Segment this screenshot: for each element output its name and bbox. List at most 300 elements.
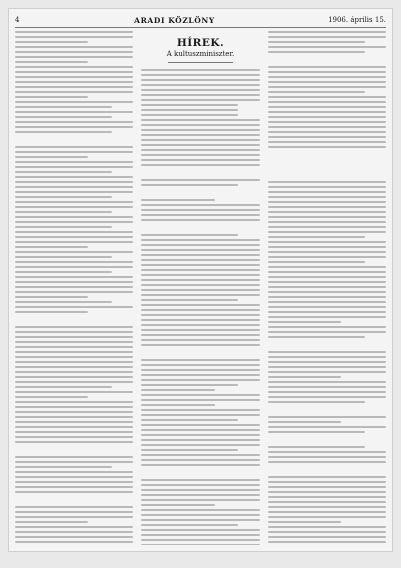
text-line-placeholder: [141, 364, 259, 366]
paragraph-gap: [268, 406, 386, 413]
text-line-placeholder: [15, 341, 133, 343]
text-line-placeholder: [15, 221, 133, 223]
text-line-placeholder: [141, 449, 238, 451]
text-line-placeholder: [268, 446, 365, 448]
text-line-placeholder: [15, 126, 133, 128]
text-line-placeholder: [268, 36, 386, 38]
text-line-placeholder: [15, 356, 133, 358]
text-line-placeholder: [268, 241, 386, 243]
text-line-placeholder: [268, 421, 341, 423]
text-line-placeholder: [268, 391, 386, 393]
text-line-placeholder: [141, 319, 259, 321]
issue-date: 1906. április 15.: [328, 16, 386, 24]
text-line-placeholder: [268, 86, 386, 88]
text-line-placeholder: [15, 411, 133, 413]
text-line-placeholder: [15, 81, 133, 83]
text-line-placeholder: [15, 196, 112, 198]
text-line-placeholder: [268, 401, 365, 403]
text-line-placeholder: [15, 51, 133, 53]
text-line-placeholder: [268, 321, 341, 323]
text-line-placeholder: [141, 509, 259, 511]
text-line-placeholder: [15, 241, 133, 243]
text-line-placeholder: [141, 74, 259, 76]
text-line-placeholder: [141, 164, 259, 166]
text-line-placeholder: [15, 366, 133, 368]
text-line-placeholder: [268, 496, 386, 498]
text-line-placeholder: [268, 81, 386, 83]
text-line-placeholder: [141, 159, 259, 161]
paragraph-gap: [15, 496, 133, 503]
text-line-placeholder: [268, 396, 386, 398]
section-subheading: A kultuszminiszter.: [166, 50, 235, 58]
text-line-placeholder: [141, 344, 259, 346]
text-line-placeholder: [15, 471, 133, 473]
text-line-placeholder: [268, 376, 341, 378]
text-line-placeholder: [15, 406, 133, 408]
text-line-placeholder: [141, 419, 238, 421]
paragraph-gap: [15, 136, 133, 143]
text-line-placeholder: [141, 259, 259, 261]
text-line-placeholder: [15, 226, 112, 228]
paragraph-gap: [15, 446, 133, 453]
text-line-placeholder: [15, 331, 133, 333]
paragraph-gap: [15, 316, 133, 323]
text-line-placeholder: [141, 94, 259, 96]
text-line-placeholder: [268, 521, 341, 523]
text-line-placeholder: [141, 144, 259, 146]
page-number: 4: [15, 16, 20, 24]
text-line-placeholder: [15, 531, 133, 533]
text-line-placeholder: [15, 166, 133, 168]
text-line-placeholder: [141, 119, 259, 121]
text-line-placeholder: [141, 409, 259, 411]
column-right: [268, 31, 386, 545]
text-line-placeholder: [268, 181, 386, 183]
text-line-placeholder: [141, 104, 238, 106]
text-line-placeholder: [268, 221, 386, 223]
text-line-placeholder: [15, 416, 133, 418]
text-line-placeholder: [15, 361, 133, 363]
text-line-placeholder: [141, 134, 259, 136]
column-middle-text: [141, 69, 259, 545]
text-line-placeholder: [15, 246, 88, 248]
text-line-placeholder: [141, 544, 259, 545]
text-line-placeholder: [15, 426, 133, 428]
text-line-placeholder: [141, 149, 259, 151]
text-line-placeholder: [15, 276, 133, 278]
text-line-placeholder: [15, 91, 133, 93]
text-line-placeholder: [268, 541, 386, 543]
text-line-placeholder: [268, 146, 386, 148]
text-line-placeholder: [141, 489, 259, 491]
paragraph-gap: [141, 224, 259, 231]
text-line-placeholder: [15, 421, 133, 423]
paragraph-gap: [268, 151, 386, 158]
text-line-placeholder: [268, 451, 386, 453]
text-line-placeholder: [141, 79, 259, 81]
text-line-placeholder: [268, 206, 386, 208]
text-line-placeholder: [141, 519, 259, 521]
text-line-placeholder: [141, 264, 259, 266]
text-line-placeholder: [268, 96, 386, 98]
paragraph-gap: [141, 469, 259, 476]
text-line-placeholder: [15, 201, 133, 203]
paragraph-gap: [268, 341, 386, 348]
text-line-placeholder: [268, 361, 386, 363]
text-line-placeholder: [141, 124, 259, 126]
text-line-placeholder: [268, 251, 386, 253]
text-line-placeholder: [268, 111, 386, 113]
text-line-placeholder: [141, 334, 259, 336]
text-line-placeholder: [15, 161, 133, 163]
text-line-placeholder: [141, 379, 259, 381]
text-line-placeholder: [268, 456, 386, 458]
columns: [15, 31, 386, 545]
text-line-placeholder: [141, 504, 214, 506]
text-line-placeholder: [15, 376, 133, 378]
text-line-placeholder: [15, 541, 133, 543]
text-line-placeholder: [268, 136, 386, 138]
text-line-placeholder: [15, 156, 88, 158]
text-line-placeholder: [141, 434, 259, 436]
text-line-placeholder: [268, 336, 365, 338]
text-line-placeholder: [141, 274, 259, 276]
text-line-placeholder: [268, 126, 386, 128]
text-line-placeholder: [141, 369, 259, 371]
text-line-placeholder: [141, 329, 259, 331]
text-line-placeholder: [15, 121, 133, 123]
text-line-placeholder: [15, 171, 112, 173]
text-line-placeholder: [268, 66, 386, 68]
text-line-placeholder: [15, 456, 133, 458]
paragraph-gap: [141, 169, 259, 176]
text-line-placeholder: [141, 234, 238, 236]
text-line-placeholder: [15, 371, 133, 373]
text-line-placeholder: [15, 106, 112, 108]
text-line-placeholder: [141, 269, 259, 271]
text-line-placeholder: [268, 276, 386, 278]
text-line-placeholder: [15, 301, 112, 303]
text-line-placeholder: [15, 291, 133, 293]
text-line-placeholder: [15, 236, 133, 238]
paragraph-gap: [268, 171, 386, 178]
text-line-placeholder: [141, 324, 259, 326]
text-line-placeholder: [268, 371, 386, 373]
text-line-placeholder: [268, 366, 386, 368]
text-line-placeholder: [141, 219, 259, 221]
text-line-placeholder: [141, 524, 238, 526]
text-line-placeholder: [141, 84, 259, 86]
text-line-placeholder: [141, 249, 259, 251]
text-line-placeholder: [141, 154, 259, 156]
text-line-placeholder: [268, 351, 386, 353]
text-line-placeholder: [15, 536, 133, 538]
text-line-placeholder: [15, 396, 88, 398]
text-line-placeholder: [268, 256, 386, 258]
text-line-placeholder: [268, 481, 386, 483]
text-line-placeholder: [15, 346, 133, 348]
text-line-placeholder: [141, 179, 259, 181]
text-line-placeholder: [141, 339, 259, 341]
text-line-placeholder: [15, 96, 88, 98]
text-line-placeholder: [15, 436, 133, 438]
text-line-placeholder: [268, 216, 386, 218]
text-line-placeholder: [15, 251, 133, 253]
text-line-placeholder: [15, 151, 133, 153]
paragraph-gap: [268, 56, 386, 63]
text-line-placeholder: [15, 506, 133, 508]
text-line-placeholder: [268, 51, 365, 53]
text-line-placeholder: [15, 391, 133, 393]
text-line-placeholder: [15, 526, 133, 528]
text-line-placeholder: [268, 106, 386, 108]
masthead: ARADI KÖZLÖNY: [134, 15, 215, 25]
text-line-placeholder: [141, 69, 259, 71]
text-line-placeholder: [141, 384, 238, 386]
text-line-placeholder: [15, 511, 133, 513]
text-line-placeholder: [141, 289, 259, 291]
text-line-placeholder: [15, 146, 133, 148]
text-line-placeholder: [141, 239, 259, 241]
text-line-placeholder: [268, 476, 386, 478]
text-line-placeholder: [141, 184, 238, 186]
paragraph-gap: [141, 189, 259, 196]
text-line-placeholder: [141, 429, 259, 431]
text-line-placeholder: [268, 226, 386, 228]
text-line-placeholder: [268, 381, 386, 383]
text-line-placeholder: [268, 211, 386, 213]
text-line-placeholder: [141, 394, 259, 396]
text-line-placeholder: [141, 404, 214, 406]
text-line-placeholder: [141, 374, 259, 376]
text-line-placeholder: [268, 526, 386, 528]
text-line-placeholder: [15, 116, 112, 118]
text-line-placeholder: [268, 131, 386, 133]
text-line-placeholder: [141, 539, 259, 541]
text-line-placeholder: [268, 186, 386, 188]
text-line-placeholder: [268, 191, 386, 193]
text-line-placeholder: [15, 296, 88, 298]
text-line-placeholder: [141, 139, 259, 141]
text-line-placeholder: [15, 461, 133, 463]
text-line-placeholder: [268, 281, 386, 283]
text-line-placeholder: [141, 439, 259, 441]
text-line-placeholder: [15, 521, 88, 523]
text-line-placeholder: [15, 311, 88, 313]
text-line-placeholder: [268, 231, 386, 233]
text-line-placeholder: [268, 306, 386, 308]
text-line-placeholder: [15, 46, 133, 48]
text-line-placeholder: [268, 91, 365, 93]
text-line-placeholder: [268, 536, 386, 538]
text-line-placeholder: [268, 41, 365, 43]
text-line-placeholder: [141, 114, 238, 116]
text-line-placeholder: [15, 206, 133, 208]
text-line-placeholder: [15, 61, 88, 63]
text-line-placeholder: [15, 481, 133, 483]
heading-underline: [168, 62, 233, 63]
text-line-placeholder: [141, 204, 259, 206]
text-line-placeholder: [268, 356, 386, 358]
text-line-placeholder: [15, 41, 88, 43]
column-left: [15, 31, 133, 545]
text-line-placeholder: [15, 431, 133, 433]
text-line-placeholder: [15, 306, 133, 308]
text-line-placeholder: [141, 299, 238, 301]
column-right-text: [268, 31, 386, 545]
text-line-placeholder: [15, 71, 133, 73]
text-line-placeholder: [268, 266, 386, 268]
text-line-placeholder: [141, 414, 259, 416]
text-line-placeholder: [15, 336, 133, 338]
text-line-placeholder: [141, 389, 214, 391]
text-line-placeholder: [141, 314, 259, 316]
text-line-placeholder: [268, 426, 386, 428]
text-line-placeholder: [15, 401, 133, 403]
text-line-placeholder: [15, 286, 133, 288]
text-line-placeholder: [268, 236, 365, 238]
text-line-placeholder: [141, 109, 238, 111]
header-rule: [15, 27, 386, 28]
text-line-placeholder: [141, 244, 259, 246]
text-line-placeholder: [15, 101, 133, 103]
text-line-placeholder: [15, 231, 133, 233]
text-line-placeholder: [268, 511, 386, 513]
text-line-placeholder: [268, 491, 386, 493]
text-line-placeholder: [141, 494, 259, 496]
text-line-placeholder: [141, 209, 259, 211]
section-heading: HÍREK.: [176, 37, 225, 49]
paragraph-gap: [268, 161, 386, 168]
text-line-placeholder: [268, 416, 386, 418]
page-header: [15, 13, 386, 27]
text-line-placeholder: [15, 256, 112, 258]
text-line-placeholder: [141, 534, 259, 536]
paragraph-gap: [268, 436, 386, 443]
text-line-placeholder: [141, 129, 259, 131]
text-line-placeholder: [141, 444, 259, 446]
section-headline: [141, 37, 259, 58]
text-line-placeholder: [15, 491, 133, 493]
text-line-placeholder: [268, 326, 386, 328]
text-line-placeholder: [268, 121, 386, 123]
text-line-placeholder: [268, 46, 386, 48]
text-line-placeholder: [15, 441, 133, 443]
text-line-placeholder: [15, 131, 112, 133]
text-line-placeholder: [268, 246, 386, 248]
text-line-placeholder: [141, 424, 259, 426]
column-left-text: [15, 31, 133, 545]
text-line-placeholder: [141, 99, 259, 101]
paragraph-gap: [141, 349, 259, 356]
text-line-placeholder: [268, 31, 386, 33]
text-line-placeholder: [268, 201, 386, 203]
text-line-placeholder: [268, 291, 386, 293]
text-line-placeholder: [268, 101, 386, 103]
text-line-placeholder: [268, 296, 386, 298]
text-line-placeholder: [268, 71, 386, 73]
text-line-placeholder: [15, 86, 133, 88]
text-line-placeholder: [141, 199, 214, 201]
text-line-placeholder: [268, 196, 386, 198]
text-line-placeholder: [141, 484, 259, 486]
text-line-placeholder: [15, 516, 133, 518]
text-line-placeholder: [268, 331, 386, 333]
text-line-placeholder: [15, 381, 133, 383]
text-line-placeholder: [268, 116, 386, 118]
text-line-placeholder: [141, 294, 259, 296]
text-line-placeholder: [141, 464, 259, 466]
text-line-placeholder: [15, 76, 133, 78]
text-line-placeholder: [268, 261, 365, 263]
text-line-placeholder: [268, 301, 386, 303]
text-line-placeholder: [141, 309, 259, 311]
text-line-placeholder: [141, 254, 259, 256]
text-line-placeholder: [15, 486, 133, 488]
text-line-placeholder: [141, 214, 259, 216]
text-line-placeholder: [141, 529, 259, 531]
newspaper-page: [8, 8, 393, 552]
text-line-placeholder: [268, 461, 386, 463]
text-line-placeholder: [268, 311, 386, 313]
text-line-placeholder: [15, 216, 133, 218]
text-line-placeholder: [268, 516, 386, 518]
text-line-placeholder: [268, 501, 386, 503]
text-line-placeholder: [15, 176, 133, 178]
text-line-placeholder: [15, 31, 133, 33]
text-line-placeholder: [141, 459, 259, 461]
text-line-placeholder: [15, 261, 133, 263]
text-line-placeholder: [15, 351, 133, 353]
text-line-placeholder: [15, 181, 133, 183]
text-line-placeholder: [268, 76, 386, 78]
column-middle: [141, 31, 259, 545]
text-line-placeholder: [268, 141, 386, 143]
text-line-placeholder: [141, 279, 259, 281]
text-line-placeholder: [15, 66, 133, 68]
text-line-placeholder: [268, 486, 386, 488]
paragraph-gap: [268, 466, 386, 473]
text-line-placeholder: [141, 399, 259, 401]
text-line-placeholder: [141, 304, 259, 306]
text-line-placeholder: [15, 386, 112, 388]
text-line-placeholder: [268, 386, 386, 388]
text-line-placeholder: [141, 479, 259, 481]
text-line-placeholder: [141, 454, 259, 456]
text-line-placeholder: [15, 191, 133, 193]
text-line-placeholder: [141, 284, 259, 286]
text-line-placeholder: [15, 466, 112, 468]
text-line-placeholder: [15, 281, 133, 283]
text-line-placeholder: [15, 211, 112, 213]
text-line-placeholder: [268, 316, 386, 318]
text-line-placeholder: [15, 56, 133, 58]
text-line-placeholder: [15, 186, 133, 188]
text-line-placeholder: [15, 326, 133, 328]
text-line-placeholder: [15, 111, 133, 113]
text-line-placeholder: [268, 286, 386, 288]
text-line-placeholder: [268, 431, 365, 433]
text-line-placeholder: [15, 476, 133, 478]
text-line-placeholder: [268, 271, 386, 273]
text-line-placeholder: [15, 271, 112, 273]
text-line-placeholder: [15, 266, 133, 268]
text-line-placeholder: [141, 359, 259, 361]
text-line-placeholder: [141, 514, 259, 516]
text-line-placeholder: [268, 506, 386, 508]
text-line-placeholder: [141, 89, 259, 91]
text-line-placeholder: [15, 36, 133, 38]
